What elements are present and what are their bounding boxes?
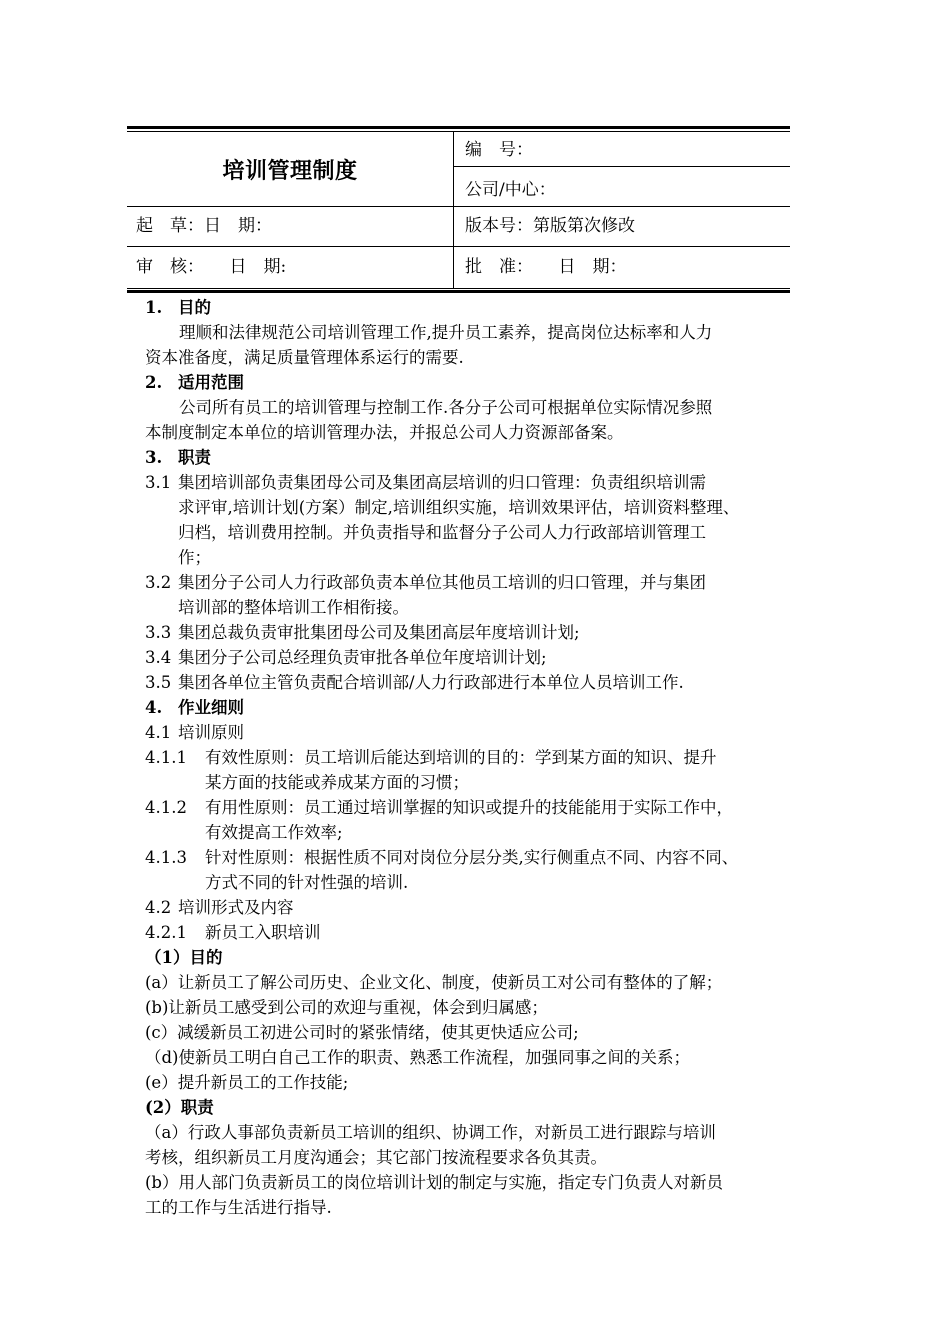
header-top-rule-thin <box>127 131 790 132</box>
document-title: 培训管理制度 <box>222 158 358 184</box>
divider <box>127 246 790 247</box>
list-item: 3.5 集团各单位主管负责配合培训部/人力行政部进行本单位人员培训工作. <box>145 673 684 692</box>
review-label: 审 核： 日 期: <box>136 257 287 277</box>
approve-label: 批 准： 日 期： <box>465 257 627 277</box>
paragraph-line: 资本准备度，满足质量管理体系运行的需要. <box>145 348 464 367</box>
section-heading: 3. 职责 <box>145 448 211 467</box>
paragraph-line: （a）行政人事部负责新员工培训的组织、协调工作，对新员工进行跟踪与培训 <box>145 1123 716 1142</box>
paragraph-line: (e）提升新员工的工作技能; <box>145 1073 349 1092</box>
list-item: 4.1.2 有用性原则：员工通过培训掌握的知识或提升的技能能用于实际工作中， <box>145 798 733 817</box>
list-item: 4.2.1 新员工入职培训 <box>145 923 321 942</box>
subsection-heading: 4.2 培训形式及内容 <box>145 898 294 917</box>
divider <box>453 131 454 289</box>
version-label: 版本号：第版第次修改 <box>465 216 635 236</box>
header-top-rule <box>127 126 790 129</box>
paragraph-line: (a）让新员工了解公司历史、企业文化、制度，使新员工对公司有整体的了解； <box>145 973 723 992</box>
list-item-line: 求评审,培训计划(方案）制定,培训组织实施，培训效果评估，培训资料整理、 <box>178 498 740 517</box>
list-item: 3.1 集团培训部负责集团母公司及集团高层培训的归口管理：负责组织培训需 <box>145 473 706 492</box>
paragraph-line: (b）用人部门负责新员工的岗位培训计划的制定与实施，指定专门负责人对新员 <box>145 1173 723 1192</box>
draft-label: 起 草：日 期： <box>136 216 272 236</box>
divider <box>127 206 790 207</box>
paragraph-line: 考核，组织新员工月度沟通会；其它部门按流程要求各负其责。 <box>145 1148 607 1167</box>
list-item-line: 作； <box>178 548 211 567</box>
point-heading: （1）目的 <box>145 948 223 967</box>
section-heading: 4. 作业细则 <box>145 698 244 717</box>
list-item-line: 方式不同的针对性强的培训. <box>205 873 409 892</box>
paragraph-line: 公司所有员工的培训管理与控制工作.各分子公司可根据单位实际情况参照 <box>179 398 713 417</box>
list-item-line: 有效提高工作效率; <box>205 823 343 842</box>
point-heading: (2）职责 <box>145 1098 214 1117</box>
document-body <box>145 295 815 1220</box>
company-label: 公司/中心： <box>465 180 556 200</box>
list-item: 4.1.1 有效性原则：员工培训后能达到培训的目的：学到某方面的知识、提升 <box>145 748 717 767</box>
paragraph-line: 理顺和法律规范公司培训管理工作,提升员工素养，提高岗位达标率和人力 <box>179 323 713 342</box>
list-item: 3.2 集团分子公司人力行政部负责本单位其他员工培训的归口管理，并与集团 <box>145 573 706 592</box>
list-item: 3.4 集团分子公司总经理负责审批各单位年度培训计划; <box>145 648 547 667</box>
divider <box>453 166 790 167</box>
document-header-table <box>127 126 790 294</box>
subsection-heading: 4.1 培训原则 <box>145 723 244 742</box>
list-item-line: 某方面的技能或养成某方面的习惯； <box>205 773 469 792</box>
paragraph-line: 工的工作与生活进行指导. <box>145 1198 332 1217</box>
paragraph-line: （d)使新员工明白自己工作的职责、熟悉工作流程，加强同事之间的关系； <box>145 1048 690 1067</box>
header-bottom-rule-thin <box>127 288 790 289</box>
section-heading: 1. 目的 <box>145 298 211 317</box>
list-item-line: 归档，培训费用控制。并负责指导和监督分子公司人力行政部培训管理工 <box>178 523 706 542</box>
paragraph-line: (c）减缓新员工初进公司时的紧张情绪，使其更快适应公司; <box>145 1023 579 1042</box>
list-item: 4.1.3 针对性原则：根据性质不同对岗位分层分类,实行侧重点不同、内容不同、 <box>145 848 739 867</box>
paragraph-line: 本制度制定本单位的培训管理办法，并报总公司人力资源部备案。 <box>145 423 624 442</box>
list-item-line: 培训部的整体培训工作相衔接。 <box>178 598 409 617</box>
list-item: 3.3 集团总裁负责审批集团母公司及集团高层年度培训计划; <box>145 623 580 642</box>
paragraph-line: (b)让新员工感受到公司的欢迎与重视，体会到归属感； <box>145 998 548 1017</box>
header-bottom-rule <box>127 290 790 293</box>
section-heading: 2. 适用范围 <box>145 373 244 392</box>
number-label: 编 号： <box>465 140 533 160</box>
